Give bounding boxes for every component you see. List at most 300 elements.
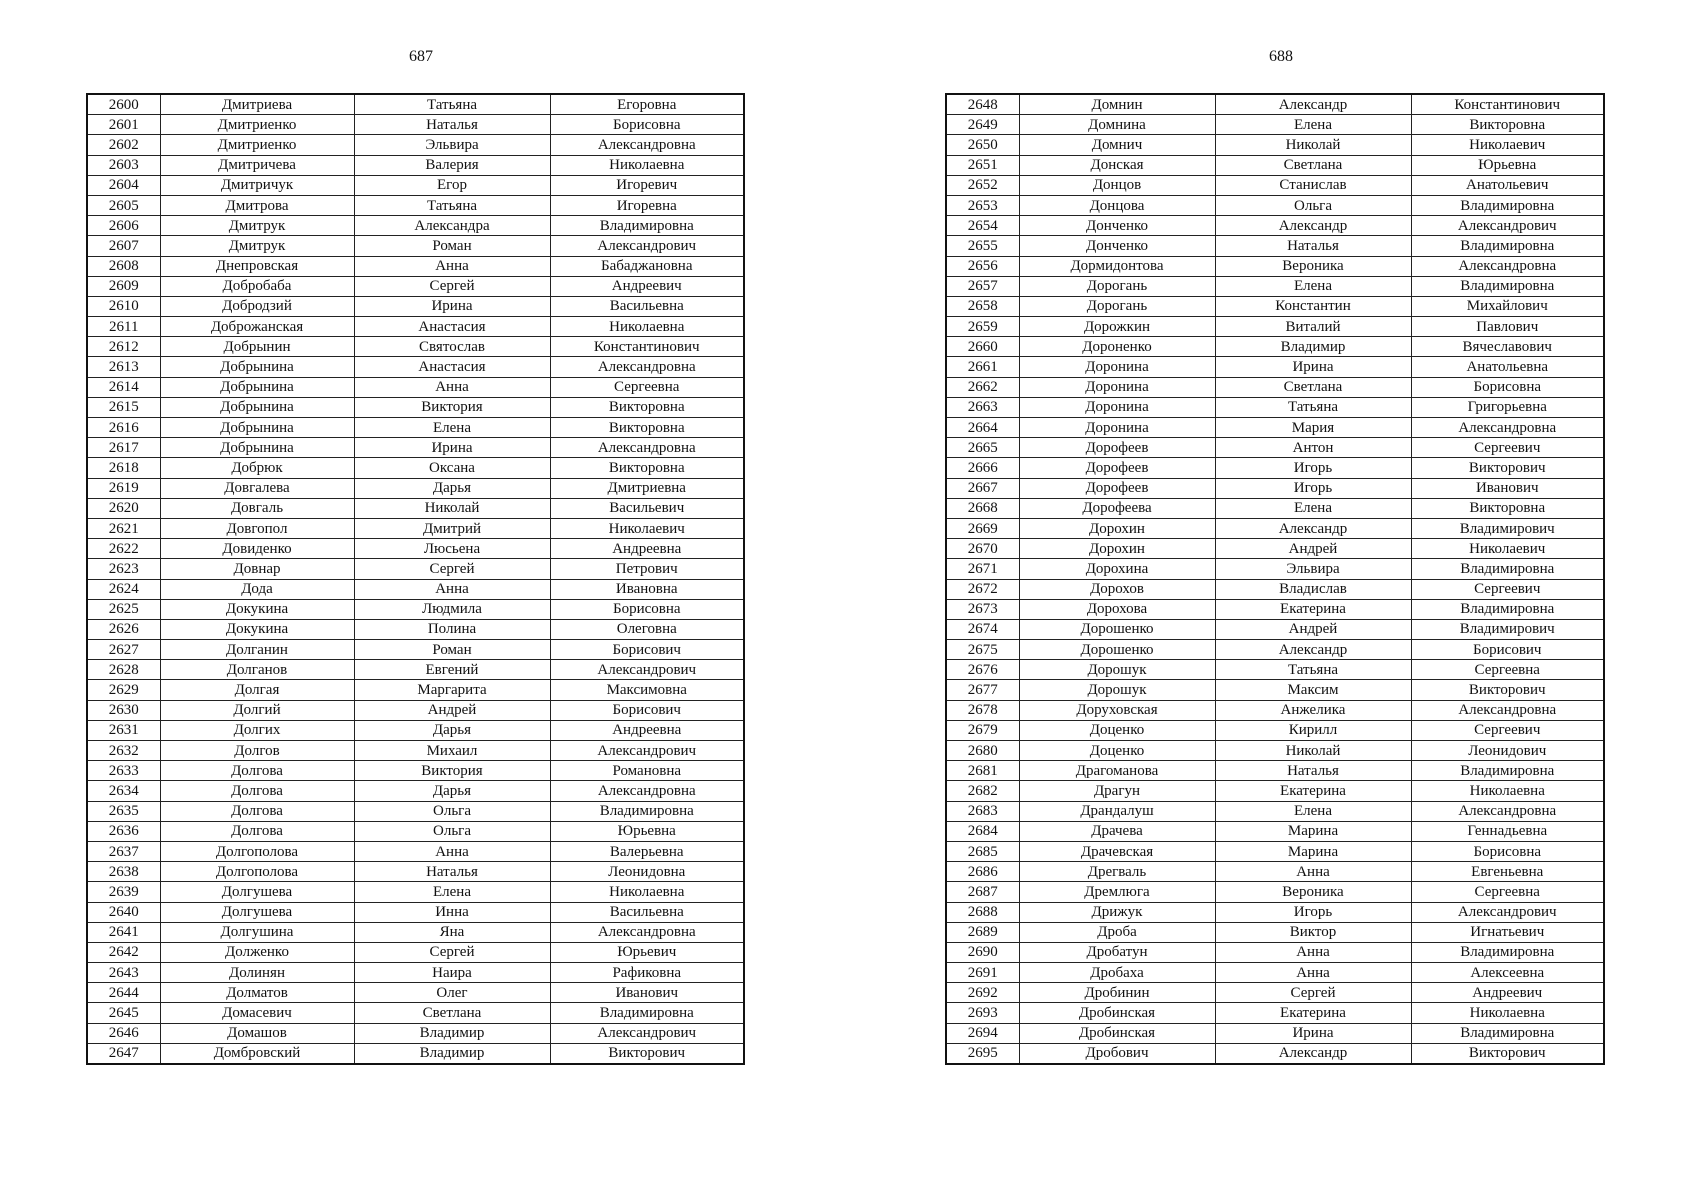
patronymic-cell: Константинович — [550, 337, 744, 357]
record-number-cell: 2624 — [87, 579, 160, 599]
surname-cell: Дорохин — [1019, 518, 1215, 538]
first-name-cell: Владислав — [1215, 579, 1411, 599]
register-table-right — [945, 93, 1605, 1065]
first-name-cell: Ольга — [354, 821, 550, 841]
record-number-cell: 2621 — [87, 518, 160, 538]
surname-cell: Драгун — [1019, 781, 1215, 801]
patronymic-cell: Сергеевич — [1411, 579, 1604, 599]
patronymic-cell: Вячеславович — [1411, 337, 1604, 357]
table-row — [946, 498, 1604, 518]
record-number-cell: 2674 — [946, 619, 1019, 639]
record-number-cell: 2603 — [87, 155, 160, 175]
record-number-cell: 2661 — [946, 357, 1019, 377]
patronymic-cell: Игоревна — [550, 195, 744, 215]
first-name-cell: Марина — [1215, 821, 1411, 841]
patronymic-cell: Романовна — [550, 761, 744, 781]
surname-cell: Дорофеев — [1019, 438, 1215, 458]
surname-cell: Дремлюга — [1019, 882, 1215, 902]
record-number-cell: 2683 — [946, 801, 1019, 821]
surname-cell: Доронина — [1019, 397, 1215, 417]
table-row — [87, 418, 744, 438]
surname-cell: Домнина — [1019, 115, 1215, 135]
record-number-cell: 2645 — [87, 1003, 160, 1023]
table-row — [946, 155, 1604, 175]
surname-cell: Драгоманова — [1019, 761, 1215, 781]
table-row — [946, 397, 1604, 417]
first-name-cell: Святослав — [354, 337, 550, 357]
patronymic-cell: Сергеевна — [1411, 660, 1604, 680]
surname-cell: Довгалева — [160, 478, 354, 498]
surname-cell: Дорогань — [1019, 276, 1215, 296]
patronymic-cell: Анатольевна — [1411, 357, 1604, 377]
record-number-cell: 2623 — [87, 559, 160, 579]
surname-cell: Дмитрук — [160, 216, 354, 236]
record-number-cell: 2653 — [946, 195, 1019, 215]
record-number-cell: 2616 — [87, 418, 160, 438]
table-row — [87, 377, 744, 397]
table-row — [946, 660, 1604, 680]
surname-cell: Домнич — [1019, 135, 1215, 155]
record-number-cell: 2673 — [946, 599, 1019, 619]
table-row — [87, 922, 744, 942]
table-row — [87, 559, 744, 579]
first-name-cell: Анна — [1215, 963, 1411, 983]
patronymic-cell: Николаевна — [1411, 781, 1604, 801]
table-row — [946, 296, 1604, 316]
surname-cell: Долганов — [160, 660, 354, 680]
first-name-cell: Александр — [1215, 94, 1411, 115]
record-number-cell: 2602 — [87, 135, 160, 155]
patronymic-cell: Александрович — [1411, 216, 1604, 236]
surname-cell: Добрынина — [160, 397, 354, 417]
patronymic-cell: Алексеевна — [1411, 963, 1604, 983]
record-number-cell: 2652 — [946, 175, 1019, 195]
patronymic-cell: Борисович — [550, 640, 744, 660]
table-row — [87, 660, 744, 680]
first-name-cell: Ирина — [354, 438, 550, 458]
surname-cell: Добрынина — [160, 377, 354, 397]
first-name-cell: Константин — [1215, 296, 1411, 316]
surname-cell: Дроба — [1019, 922, 1215, 942]
first-name-cell: Анна — [354, 579, 550, 599]
surname-cell: Дорофеева — [1019, 498, 1215, 518]
surname-cell: Дода — [160, 579, 354, 599]
patronymic-cell: Александровна — [1411, 801, 1604, 821]
patronymic-cell: Владимировна — [550, 801, 744, 821]
first-name-cell: Николай — [354, 498, 550, 518]
patronymic-cell: Борисовна — [550, 599, 744, 619]
table-row — [946, 518, 1604, 538]
table-row — [87, 357, 744, 377]
surname-cell: Долинян — [160, 963, 354, 983]
record-number-cell: 2669 — [946, 518, 1019, 538]
patronymic-cell: Иванович — [1411, 478, 1604, 498]
table-row — [87, 317, 744, 337]
record-number-cell: 2646 — [87, 1023, 160, 1043]
record-number-cell: 2617 — [87, 438, 160, 458]
record-number-cell: 2638 — [87, 862, 160, 882]
surname-cell: Дмитриенко — [160, 115, 354, 135]
first-name-cell: Андрей — [1215, 619, 1411, 639]
surname-cell: Дробинская — [1019, 1023, 1215, 1043]
record-number-cell: 2695 — [946, 1043, 1019, 1064]
first-name-cell: Людмила — [354, 599, 550, 619]
table-row — [946, 337, 1604, 357]
surname-cell: Добрынин — [160, 337, 354, 357]
table-row — [87, 498, 744, 518]
patronymic-cell: Александрович — [550, 660, 744, 680]
surname-cell: Долгая — [160, 680, 354, 700]
surname-cell: Дробинин — [1019, 983, 1215, 1003]
table-row — [946, 741, 1604, 761]
table-row — [87, 216, 744, 236]
first-name-cell: Станислав — [1215, 175, 1411, 195]
record-number-cell: 2676 — [946, 660, 1019, 680]
patronymic-cell: Олеговна — [550, 619, 744, 639]
record-number-cell: 2642 — [87, 942, 160, 962]
patronymic-cell: Викторович — [550, 1043, 744, 1064]
record-number-cell: 2659 — [946, 317, 1019, 337]
table-row — [87, 720, 744, 740]
patronymic-cell: Викторовна — [550, 458, 744, 478]
surname-cell: Дробатун — [1019, 942, 1215, 962]
first-name-cell: Татьяна — [354, 94, 550, 115]
record-number-cell: 2601 — [87, 115, 160, 135]
surname-cell: Донцов — [1019, 175, 1215, 195]
patronymic-cell: Владимировна — [550, 1003, 744, 1023]
patronymic-cell: Викторовна — [550, 397, 744, 417]
surname-cell: Доценко — [1019, 741, 1215, 761]
first-name-cell: Татьяна — [354, 195, 550, 215]
patronymic-cell: Леонидович — [1411, 741, 1604, 761]
surname-cell: Доброжанская — [160, 317, 354, 337]
table-row — [87, 397, 744, 417]
record-number-cell: 2671 — [946, 559, 1019, 579]
surname-cell: Долгий — [160, 700, 354, 720]
patronymic-cell: Валерьевна — [550, 841, 744, 861]
first-name-cell: Евгений — [354, 660, 550, 680]
first-name-cell: Татьяна — [1215, 660, 1411, 680]
record-number-cell: 2656 — [946, 256, 1019, 276]
patronymic-cell: Петрович — [550, 559, 744, 579]
surname-cell: Дорошук — [1019, 680, 1215, 700]
patronymic-cell: Юрьевич — [550, 942, 744, 962]
table-row — [946, 882, 1604, 902]
first-name-cell: Екатерина — [1215, 599, 1411, 619]
register-table-left — [86, 93, 745, 1065]
first-name-cell: Светлана — [354, 1003, 550, 1023]
first-name-cell: Елена — [1215, 115, 1411, 135]
surname-cell: Довиденко — [160, 539, 354, 559]
first-name-cell: Виталий — [1215, 317, 1411, 337]
patronymic-cell: Игоревич — [550, 175, 744, 195]
record-number-cell: 2606 — [87, 216, 160, 236]
first-name-cell: Олег — [354, 983, 550, 1003]
table-row — [946, 94, 1604, 115]
first-name-cell: Анна — [354, 256, 550, 276]
record-number-cell: 2640 — [87, 902, 160, 922]
record-number-cell: 2681 — [946, 761, 1019, 781]
record-number-cell: 2655 — [946, 236, 1019, 256]
patronymic-cell: Геннадьевна — [1411, 821, 1604, 841]
record-number-cell: 2600 — [87, 94, 160, 115]
record-number-cell: 2665 — [946, 438, 1019, 458]
table-row — [946, 539, 1604, 559]
table-row — [946, 317, 1604, 337]
table-row — [87, 539, 744, 559]
record-number-cell: 2692 — [946, 983, 1019, 1003]
table-row — [946, 922, 1604, 942]
table-row — [946, 700, 1604, 720]
first-name-cell: Александра — [354, 216, 550, 236]
record-number-cell: 2627 — [87, 640, 160, 660]
table-row — [946, 640, 1604, 660]
patronymic-cell: Владимировна — [1411, 276, 1604, 296]
patronymic-cell: Юрьевна — [1411, 155, 1604, 175]
table-row — [946, 438, 1604, 458]
table-row — [946, 559, 1604, 579]
first-name-cell: Александр — [1215, 640, 1411, 660]
table-row — [87, 700, 744, 720]
table-row — [946, 236, 1604, 256]
surname-cell: Дмитричева — [160, 155, 354, 175]
table-row — [87, 1023, 744, 1043]
first-name-cell: Игорь — [1215, 458, 1411, 478]
surname-cell: Довгаль — [160, 498, 354, 518]
record-number-cell: 2684 — [946, 821, 1019, 841]
table-row — [87, 862, 744, 882]
surname-cell: Дробович — [1019, 1043, 1215, 1064]
table-row — [946, 1003, 1604, 1023]
first-name-cell: Владимир — [354, 1023, 550, 1043]
surname-cell: Дмитриенко — [160, 135, 354, 155]
patronymic-cell: Павлович — [1411, 317, 1604, 337]
patronymic-cell: Александровна — [550, 357, 744, 377]
surname-cell: Добрынина — [160, 438, 354, 458]
table-row — [946, 862, 1604, 882]
table-row — [87, 276, 744, 296]
first-name-cell: Яна — [354, 922, 550, 942]
first-name-cell: Сергей — [354, 559, 550, 579]
table-row — [946, 720, 1604, 740]
first-name-cell: Анна — [1215, 942, 1411, 962]
surname-cell: Дорохов — [1019, 579, 1215, 599]
record-number-cell: 2667 — [946, 478, 1019, 498]
surname-cell: Драчевская — [1019, 841, 1215, 861]
surname-cell: Добродзий — [160, 296, 354, 316]
surname-cell: Долгова — [160, 781, 354, 801]
table-row — [87, 882, 744, 902]
record-number-cell: 2682 — [946, 781, 1019, 801]
surname-cell: Дорофеев — [1019, 478, 1215, 498]
table-row — [946, 983, 1604, 1003]
first-name-cell: Анастасия — [354, 357, 550, 377]
first-name-cell: Владимир — [354, 1043, 550, 1064]
record-number-cell: 2633 — [87, 761, 160, 781]
surname-cell: Долгополова — [160, 841, 354, 861]
patronymic-cell: Николаевна — [1411, 1003, 1604, 1023]
table-row — [946, 841, 1604, 861]
record-number-cell: 2658 — [946, 296, 1019, 316]
first-name-cell: Александр — [1215, 216, 1411, 236]
patronymic-cell: Васильевна — [550, 296, 744, 316]
surname-cell: Дормидонтова — [1019, 256, 1215, 276]
record-number-cell: 2626 — [87, 619, 160, 639]
patronymic-cell: Викторович — [1411, 1043, 1604, 1064]
surname-cell: Дорофеев — [1019, 458, 1215, 478]
surname-cell: Долгушева — [160, 902, 354, 922]
first-name-cell: Сергей — [1215, 983, 1411, 1003]
table-row — [946, 821, 1604, 841]
record-number-cell: 2662 — [946, 377, 1019, 397]
first-name-cell: Сергей — [354, 276, 550, 296]
record-number-cell: 2610 — [87, 296, 160, 316]
table-row — [946, 377, 1604, 397]
table-row — [87, 155, 744, 175]
first-name-cell: Наталья — [354, 115, 550, 135]
surname-cell: Докукина — [160, 619, 354, 639]
record-number-cell: 2654 — [946, 216, 1019, 236]
patronymic-cell: Дмитриевна — [550, 478, 744, 498]
first-name-cell: Наталья — [354, 862, 550, 882]
patronymic-cell: Викторовна — [1411, 498, 1604, 518]
patronymic-cell: Александрович — [1411, 902, 1604, 922]
patronymic-cell: Владимирович — [1411, 619, 1604, 639]
surname-cell: Донченко — [1019, 236, 1215, 256]
patronymic-cell: Александрович — [550, 236, 744, 256]
surname-cell: Дробаха — [1019, 963, 1215, 983]
record-number-cell: 2691 — [946, 963, 1019, 983]
first-name-cell: Виктория — [354, 761, 550, 781]
patronymic-cell: Александровна — [550, 781, 744, 801]
table-row — [87, 175, 744, 195]
record-number-cell: 2607 — [87, 236, 160, 256]
record-number-cell: 2618 — [87, 458, 160, 478]
table-row — [946, 680, 1604, 700]
table-row — [87, 478, 744, 498]
record-number-cell: 2644 — [87, 983, 160, 1003]
table-row — [87, 741, 744, 761]
table-row — [87, 841, 744, 861]
surname-cell: Дорохина — [1019, 559, 1215, 579]
patronymic-cell: Васильевна — [550, 902, 744, 922]
surname-cell: Добрынина — [160, 418, 354, 438]
first-name-cell: Оксана — [354, 458, 550, 478]
surname-cell: Дорошенко — [1019, 619, 1215, 639]
surname-cell: Долганин — [160, 640, 354, 660]
first-name-cell: Егор — [354, 175, 550, 195]
first-name-cell: Ирина — [354, 296, 550, 316]
first-name-cell: Елена — [1215, 276, 1411, 296]
patronymic-cell: Борисович — [1411, 640, 1604, 660]
table-row — [946, 458, 1604, 478]
patronymic-cell: Борисовна — [1411, 841, 1604, 861]
record-number-cell: 2685 — [946, 841, 1019, 861]
surname-cell: Добрынина — [160, 357, 354, 377]
patronymic-cell: Николаевна — [550, 882, 744, 902]
record-number-cell: 2694 — [946, 1023, 1019, 1043]
record-number-cell: 2660 — [946, 337, 1019, 357]
table-row — [946, 761, 1604, 781]
table-row — [946, 902, 1604, 922]
first-name-cell: Ольга — [354, 801, 550, 821]
table-row — [946, 115, 1604, 135]
record-number-cell: 2609 — [87, 276, 160, 296]
patronymic-cell: Андреевич — [550, 276, 744, 296]
patronymic-cell: Иванович — [550, 983, 744, 1003]
table-row — [87, 135, 744, 155]
record-number-cell: 2657 — [946, 276, 1019, 296]
table-row — [87, 821, 744, 841]
table-row — [946, 175, 1604, 195]
record-number-cell: 2604 — [87, 175, 160, 195]
first-name-cell: Андрей — [1215, 539, 1411, 559]
patronymic-cell: Александровна — [1411, 700, 1604, 720]
first-name-cell: Валерия — [354, 155, 550, 175]
surname-cell: Добрюк — [160, 458, 354, 478]
table-row — [946, 781, 1604, 801]
record-number-cell: 2622 — [87, 539, 160, 559]
patronymic-cell: Борисовна — [1411, 377, 1604, 397]
surname-cell: Донцова — [1019, 195, 1215, 215]
first-name-cell: Анна — [354, 377, 550, 397]
surname-cell: Дмитриева — [160, 94, 354, 115]
patronymic-cell: Васильевич — [550, 498, 744, 518]
surname-cell: Долгова — [160, 821, 354, 841]
patronymic-cell: Андреевна — [550, 539, 744, 559]
table-row — [87, 236, 744, 256]
table-row — [87, 801, 744, 821]
table-row — [87, 619, 744, 639]
patronymic-cell: Евгеньевна — [1411, 862, 1604, 882]
first-name-cell: Наталья — [1215, 236, 1411, 256]
patronymic-cell: Викторовна — [1411, 115, 1604, 135]
first-name-cell: Роман — [354, 640, 550, 660]
first-name-cell: Игорь — [1215, 902, 1411, 922]
surname-cell: Дмитричук — [160, 175, 354, 195]
surname-cell: Долженко — [160, 942, 354, 962]
first-name-cell: Николай — [1215, 135, 1411, 155]
surname-cell: Дороненко — [1019, 337, 1215, 357]
table-row — [87, 942, 744, 962]
record-number-cell: 2648 — [946, 94, 1019, 115]
first-name-cell: Анжелика — [1215, 700, 1411, 720]
first-name-cell: Наталья — [1215, 761, 1411, 781]
record-number-cell: 2605 — [87, 195, 160, 215]
table-row — [946, 418, 1604, 438]
record-number-cell: 2675 — [946, 640, 1019, 660]
record-number-cell: 2620 — [87, 498, 160, 518]
surname-cell: Дмитрук — [160, 236, 354, 256]
surname-cell: Доруховская — [1019, 700, 1215, 720]
first-name-cell: Елена — [1215, 498, 1411, 518]
patronymic-cell: Михайлович — [1411, 296, 1604, 316]
patronymic-cell: Николаевич — [550, 518, 744, 538]
patronymic-cell: Викторовна — [550, 418, 744, 438]
surname-cell: Докукина — [160, 599, 354, 619]
table-row — [87, 640, 744, 660]
surname-cell: Дорохова — [1019, 599, 1215, 619]
first-name-cell: Вероника — [1215, 882, 1411, 902]
surname-cell: Дмитрова — [160, 195, 354, 215]
table-row — [87, 195, 744, 215]
record-number-cell: 2651 — [946, 155, 1019, 175]
surname-cell: Долгов — [160, 741, 354, 761]
record-number-cell: 2689 — [946, 922, 1019, 942]
surname-cell: Днепровская — [160, 256, 354, 276]
surname-cell: Дорожкин — [1019, 317, 1215, 337]
surname-cell: Дорохин — [1019, 539, 1215, 559]
